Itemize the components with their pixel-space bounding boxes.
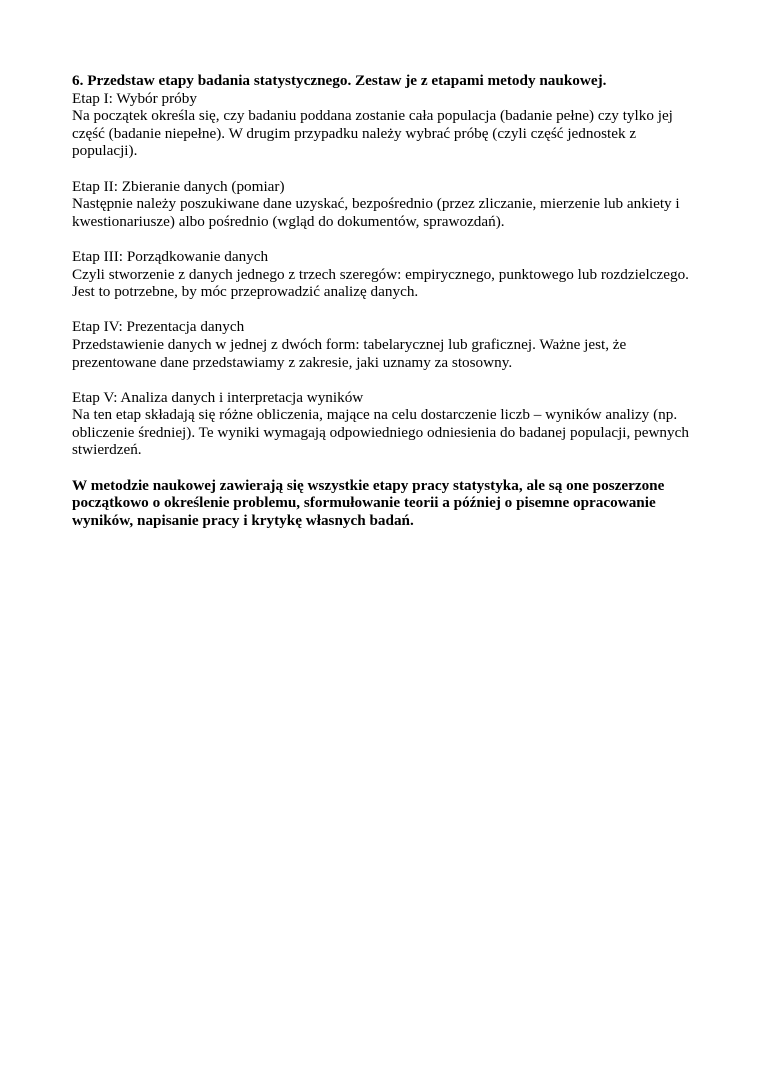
section-title: Etap I: Wybór próby bbox=[72, 89, 197, 107]
document-heading: 6. Przedstaw etapy badania statystycznego. Zestaw je z etapami metody naukowej. bbox=[72, 72, 607, 89]
section-etap-1 bbox=[72, 90, 692, 160]
section-etap-5 bbox=[72, 389, 692, 459]
section-title: Etap IV: Prezentacja danych bbox=[72, 318, 245, 336]
section-etap-2 bbox=[72, 178, 692, 231]
section-body: Czyli stworzenie z danych jednego z trzech szeregów: empirycznego, punktowego lub rozdzielczego. Jest to potrzebne, by móc przeprowadzić analizę danych. bbox=[72, 265, 689, 301]
section-title: Etap III: Porządkowanie danych bbox=[72, 247, 269, 265]
section-etap-3 bbox=[72, 248, 692, 301]
document-page bbox=[72, 72, 692, 529]
section-body: Na początek określa się, czy badaniu poddana zostanie cała populacja (badanie pełne) czy tylko jej część (badanie niepełne). W drugim przypadku należy wybrać próbę (czyli część jednostek z populacji). bbox=[72, 107, 673, 160]
section-body: Następnie należy poszukiwane dane uzyskać, bezpośrednio (przez zliczanie, mierzenie lub ankiety i kwestionariusze) albo pośrednio (wgląd do dokumentów, sprawozdań). bbox=[72, 195, 680, 230]
section-etap-4 bbox=[72, 318, 692, 371]
section-body: Przedstawienie danych w jednej z dwóch form: tabelarycznej lub graficznej. Ważne jest, że prezentowane dane przedstawiamy z zakresie, jaki uznamy za stosowny. bbox=[72, 335, 627, 371]
section-title: Etap V: Analiza danych i interpretacja wyników bbox=[72, 388, 364, 406]
section-body: Na ten etap składają się różne obliczenia, mające na celu dostarczenie liczb – wyników analizy (np. obliczenie średniej). Te wyniki wymagają odpowiedniego odniesienia do badanej populacji, pewnych stwierdzeń. bbox=[72, 406, 689, 459]
conclusion-paragraph: W metodzie naukowej zawierają się wszystkie etapy pracy statystyka, ale są one poszerzone początkowo o określenie problemu, sformułowanie teorii a później o pisemne opracowanie wyników, napisanie pracy i krytykę własnych badań. bbox=[72, 476, 665, 529]
section-title: Etap II: Zbieranie danych (pomiar) bbox=[72, 177, 285, 195]
